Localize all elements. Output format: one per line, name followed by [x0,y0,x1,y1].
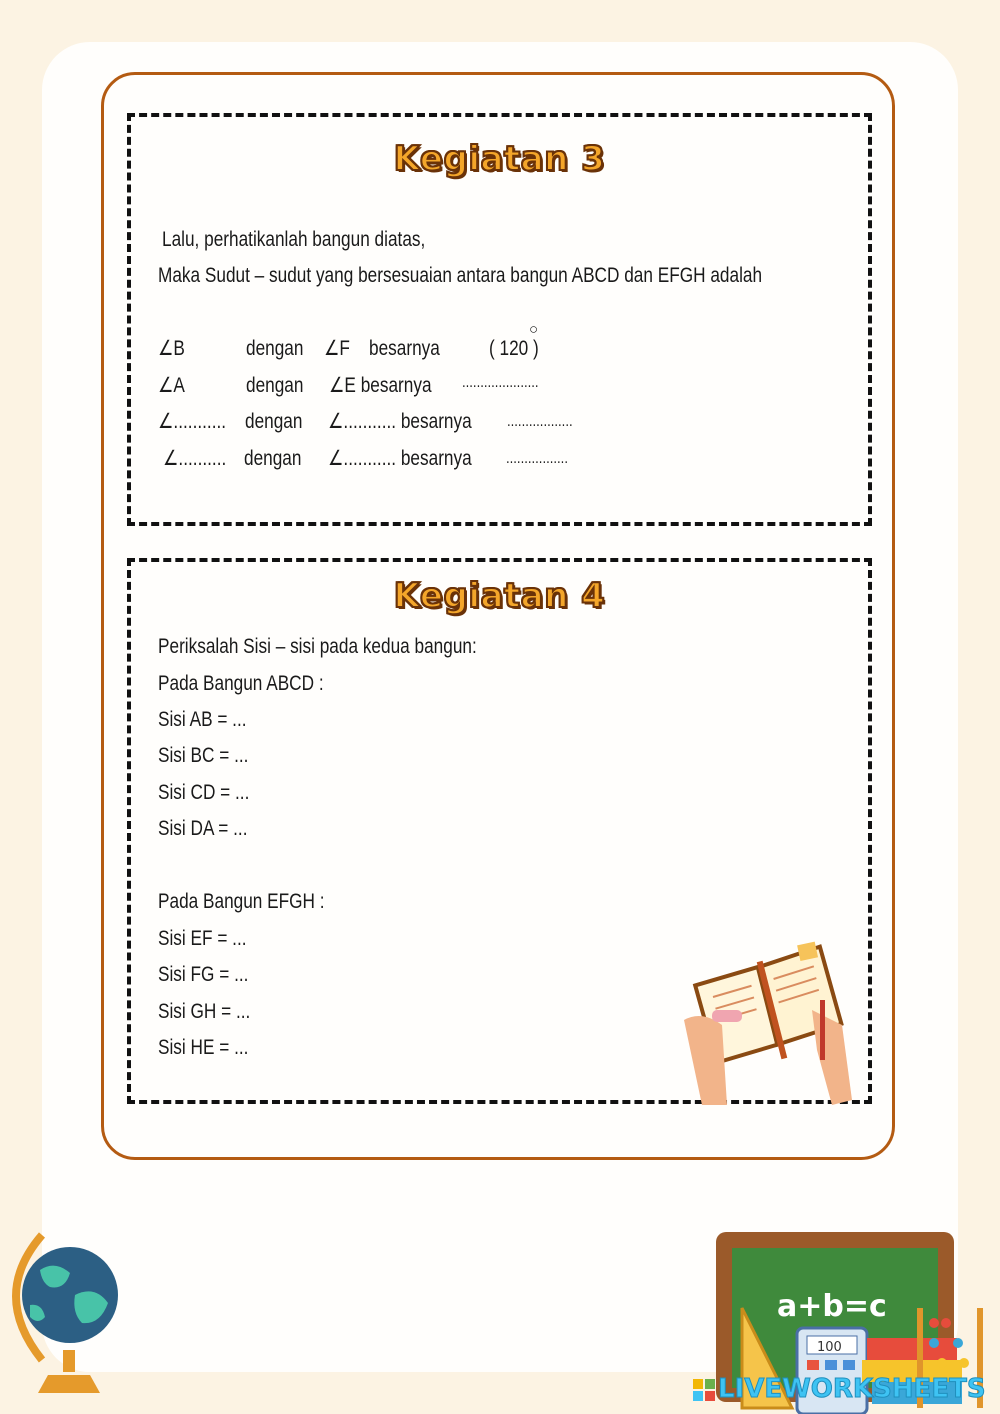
k3-row4-mid: dengan [244,447,302,470]
k4-side-ef[interactable]: Sisi EF = ... [158,927,247,950]
chalkboard-text: a+b=c [777,1289,887,1324]
k3-row3-right[interactable]: ∠........... besarnya [328,410,472,433]
k3-row4-value[interactable]: ................. [506,450,568,467]
k4-side-fg[interactable]: Sisi FG = ... [158,963,249,986]
k3-row1-value: ( 120 ) [489,337,539,360]
kegiatan-4-title: Kegiatan 4 [393,576,606,616]
kegiatan-3-box [127,113,872,526]
liveworksheets-logo-icon [692,1378,716,1402]
degree-symbol: ○ [529,321,539,338]
k4-side-ab[interactable]: Sisi AB = ... [158,708,247,731]
k4-side-bc[interactable]: Sisi BC = ... [158,744,249,767]
k3-row3-left[interactable]: ∠........... [158,410,227,433]
k4-abcd-label: Pada Bangun ABCD : [158,672,324,695]
k3-row4-left[interactable]: ∠.......... [163,447,227,470]
k4-side-da[interactable]: Sisi DA = ... [158,817,248,840]
liveworksheets-watermark[interactable]: LIVEWORKSHEETS [718,1374,986,1404]
k3-row2-left: ∠A [158,374,185,397]
k3-row4-right[interactable]: ∠........... besarnya [328,447,472,470]
k4-side-gh[interactable]: Sisi GH = ... [158,1000,251,1023]
k3-intro-line2: Maka Sudut – sudut yang bersesuaian antara bangun ABCD dan EFGH adalah [158,264,763,287]
k3-row2-value[interactable]: ..................... [462,374,539,391]
k4-intro: Periksalah Sisi – sisi pada kedua bangun: [158,635,477,658]
k3-row2-right: ∠E besarnya [329,374,432,397]
k4-side-he[interactable]: Sisi HE = ... [158,1036,249,1059]
k3-row3-value[interactable]: .................. [507,413,573,430]
book-hands-icon [682,930,862,1110]
k3-row2-mid: dengan [246,374,304,397]
k3-row1-left: ∠B [158,337,185,360]
k3-row1-right: ∠F [324,337,350,360]
k3-intro-line1: Lalu, perhatikanlah bangun diatas, [162,228,426,251]
calculator-display: 100 [817,1340,842,1355]
k3-row3-mid: dengan [245,410,303,433]
k4-side-cd[interactable]: Sisi CD = ... [158,781,250,804]
k3-row1-mid: dengan [246,337,304,360]
k4-efgh-label: Pada Bangun EFGH : [158,890,325,913]
globe-icon [0,1225,130,1400]
k3-row1-word: besarnya [369,337,440,360]
kegiatan-3-title: Kegiatan 3 [393,139,606,179]
